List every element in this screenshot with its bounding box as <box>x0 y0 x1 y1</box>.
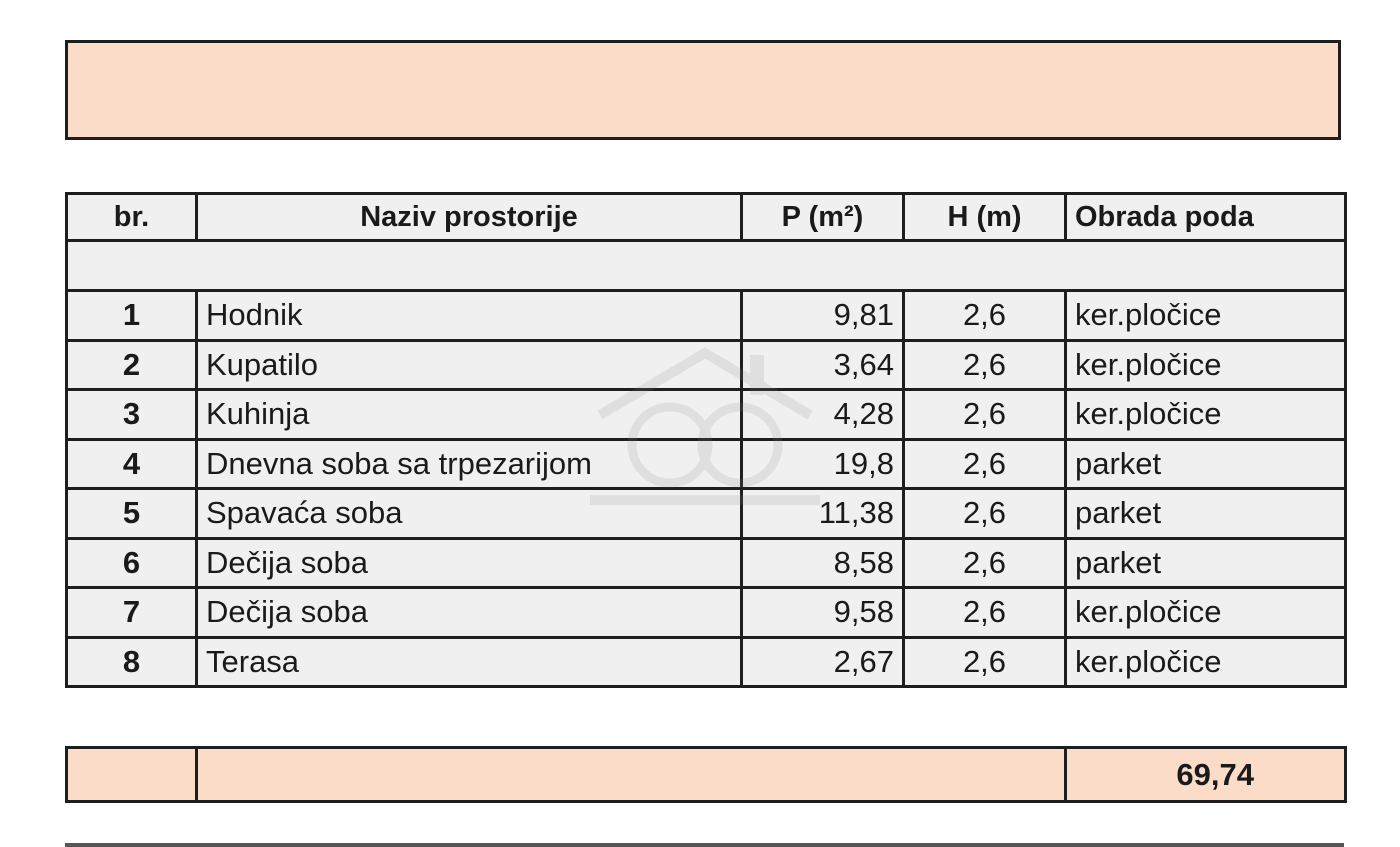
room-area: 9,58 <box>742 588 904 638</box>
floor-finish: ker.pločice <box>1066 291 1346 341</box>
room-name: Kupatilo <box>197 340 742 390</box>
header-height: H (m) <box>904 194 1066 241</box>
total-table <box>65 746 1347 803</box>
table-row <box>67 340 1346 390</box>
header-br: br. <box>67 194 197 241</box>
total-value: 69,74 <box>1066 748 1346 802</box>
table-row <box>67 637 1346 687</box>
table-spacer-row <box>67 241 1346 291</box>
floor-finish: parket <box>1066 439 1346 489</box>
header-floor-finish: Obrada poda <box>1066 194 1346 241</box>
floor-finish: parket <box>1066 538 1346 588</box>
room-area: 9,81 <box>742 291 904 341</box>
header-area: P (m²) <box>742 194 904 241</box>
room-height: 2,6 <box>904 340 1066 390</box>
room-area: 4,28 <box>742 390 904 440</box>
row-number: 3 <box>67 390 197 440</box>
room-area: 8,58 <box>742 538 904 588</box>
table-row <box>67 439 1346 489</box>
total-empty-cell <box>67 748 197 802</box>
room-height: 2,6 <box>904 390 1066 440</box>
total-row <box>67 748 1346 802</box>
header-room-name: Naziv prostorije <box>197 194 742 241</box>
header-band <box>65 40 1341 140</box>
room-name: Terasa <box>197 637 742 687</box>
room-height: 2,6 <box>904 637 1066 687</box>
row-number: 1 <box>67 291 197 341</box>
room-height: 2,6 <box>904 291 1066 341</box>
room-name: Dnevna soba sa trpezarijom <box>197 439 742 489</box>
table-row <box>67 489 1346 539</box>
table-row <box>67 588 1346 638</box>
floor-finish: ker.pločice <box>1066 588 1346 638</box>
floor-finish: ker.pločice <box>1066 390 1346 440</box>
room-height: 2,6 <box>904 489 1066 539</box>
bottom-rule <box>65 843 1344 847</box>
room-area: 19,8 <box>742 439 904 489</box>
row-number: 2 <box>67 340 197 390</box>
room-name: Spavaća soba <box>197 489 742 539</box>
room-name: Kuhinja <box>197 390 742 440</box>
room-area: 11,38 <box>742 489 904 539</box>
floor-finish: ker.pločice <box>1066 340 1346 390</box>
floor-finish: parket <box>1066 489 1346 539</box>
room-height: 2,6 <box>904 588 1066 638</box>
table-row <box>67 538 1346 588</box>
table-row <box>67 291 1346 341</box>
room-area: 2,67 <box>742 637 904 687</box>
room-name: Dečija soba <box>197 538 742 588</box>
row-number: 4 <box>67 439 197 489</box>
floor-finish: ker.pločice <box>1066 637 1346 687</box>
row-number: 7 <box>67 588 197 638</box>
room-height: 2,6 <box>904 538 1066 588</box>
row-number: 6 <box>67 538 197 588</box>
room-height: 2,6 <box>904 439 1066 489</box>
table-row <box>67 390 1346 440</box>
room-name: Dečija soba <box>197 588 742 638</box>
table-header-row <box>67 194 1346 241</box>
row-number: 8 <box>67 637 197 687</box>
total-label-cell <box>197 748 1066 802</box>
room-area: 3,64 <box>742 340 904 390</box>
rooms-table <box>65 192 1347 688</box>
row-number: 5 <box>67 489 197 539</box>
spacer-cell <box>67 241 1346 291</box>
room-name: Hodnik <box>197 291 742 341</box>
